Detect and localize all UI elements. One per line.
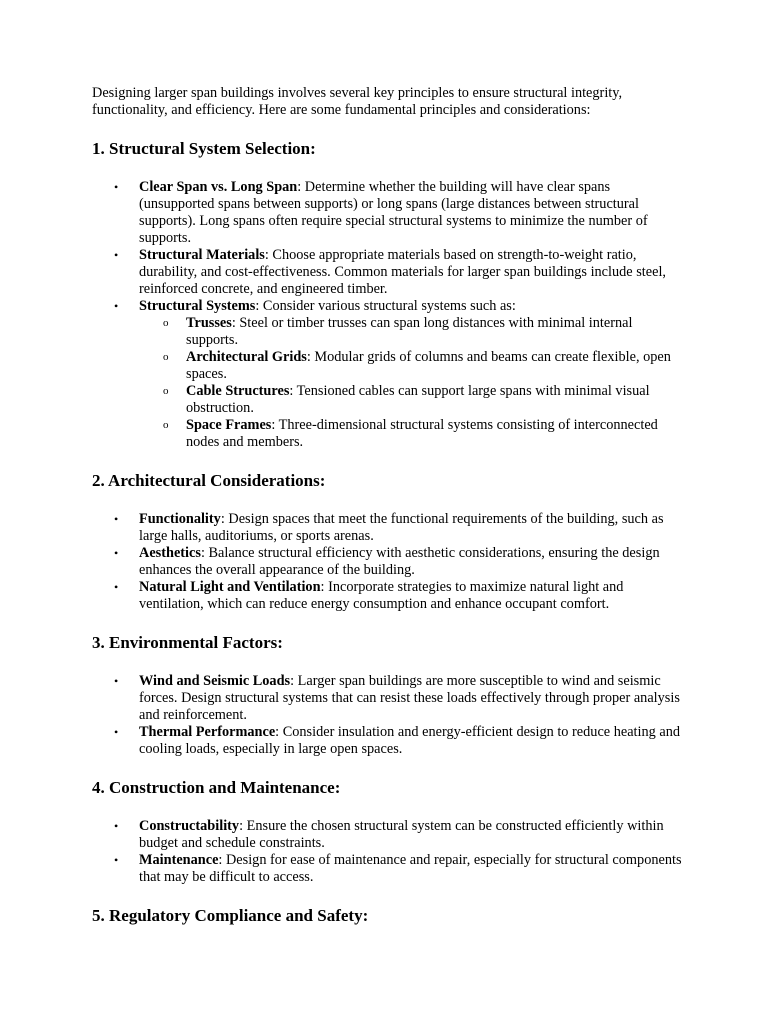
item-text: : Design for ease of maintenance and repair, especially for structural components that may be difficult to access. [139,852,682,885]
item-term: Cable Structures [186,383,290,399]
item-term: Maintenance [139,852,219,868]
item-text: : Larger span buildings are more susceptible to wind and seismic forces. Design structural systems that can resist these loads effectively through proper analysis and reinforcement. [139,673,680,723]
sub-bullet-icon: o [163,419,169,431]
sub-list-item [139,315,682,349]
bullet-icon: • [114,546,119,560]
list-item [92,545,682,579]
list-item [92,247,682,298]
bullet-icon: • [114,580,119,594]
item-text: : Incorporate strategies to maximize natural light and ventilation, which can reduce energy consumption and enhance occupant comfort. [139,579,624,612]
item-text: : Consider various structural systems such as: [255,298,516,314]
sub-bullet-icon: o [163,385,169,397]
item-text: : Three-dimensional structural systems consisting of interconnected nodes and members. [186,417,658,450]
sub-bullet-icon: o [163,351,169,363]
item-text: : Tensioned cables can support large spans with minimal visual obstruction. [186,383,650,416]
list-item [92,818,682,852]
item-text: : Modular grids of columns and beams can create flexible, open spaces. [186,349,671,382]
list-item [92,179,682,247]
item-text: : Balance structural efficiency with aesthetic considerations, ensuring the design enhances the overall appearance of the building. [139,545,660,578]
section-heading-architectural: 2. Architectural Considerations: [92,471,326,490]
sub-list-item [139,349,682,383]
bullet-icon: • [114,819,119,833]
list-item [92,511,682,545]
item-term: Thermal Performance [139,724,276,740]
section-heading-regulatory: 5. Regulatory Compliance and Safety: [92,906,369,925]
item-text: : Choose appropriate materials based on strength-to-weight ratio, durability, and cost-effectiveness. Common materials for larger span buildings include steel, reinforced concrete, and engineered timber. [139,247,666,297]
item-term: Aesthetics [139,545,201,561]
item-text: : Design spaces that meet the functional requirements of the building, such as large halls, auditoriums, or sports arenas. [139,511,664,544]
list-item [92,579,682,613]
section-3-list [92,673,682,758]
bullet-icon: • [114,512,119,526]
bullet-icon: • [114,853,119,867]
item-term: Natural Light and Ventilation [139,579,321,595]
section-1-list [92,179,682,451]
bullet-icon: • [114,674,119,688]
item-term: Wind and Seismic Loads [139,673,291,689]
item-term: Structural Materials [139,247,265,263]
structural-systems-sublist [139,315,682,451]
item-text: : Steel or timber trusses can span long distances with minimal internal supports. [186,315,633,348]
item-term: Space Frames [186,417,272,433]
intro-paragraph: Designing larger span buildings involves several key principles to ensure structural integrity, functionality, and efficiency. Here are some fundamental principles and considerations: [92,85,623,118]
sub-bullet-icon: o [163,317,169,329]
section-heading-construction: 4. Construction and Maintenance: [92,778,341,797]
section-heading-environmental: 3. Environmental Factors: [92,633,283,652]
list-item [92,298,682,451]
bullet-icon: • [114,299,119,313]
section-2-list [92,511,682,613]
list-item [92,673,682,724]
bullet-icon: • [114,180,119,194]
item-term: Architectural Grids [186,349,307,365]
section-4-list [92,818,682,886]
item-term: Structural Systems [139,298,256,314]
sub-list-item [139,417,682,451]
document-page [92,85,682,946]
bullet-icon: • [114,248,119,262]
bullet-icon: • [114,725,119,739]
item-text: : Consider insulation and energy-efficient design to reduce heating and cooling loads, especially in large open spaces. [139,724,681,757]
item-text: : Ensure the chosen structural system can be constructed efficiently within budget and schedule constraints. [139,818,664,851]
sub-list-item [139,383,682,417]
item-term: Trusses [186,315,232,331]
list-item [92,724,682,758]
item-term: Functionality [139,511,221,527]
list-item [92,852,682,886]
item-term: Clear Span vs. Long Span [139,179,298,195]
item-term: Constructability [139,818,240,834]
section-heading-structural-system: 1. Structural System Selection: [92,139,316,158]
item-text: : Determine whether the building will have clear spans (unsupported spans between supports) or long spans (large distances between structural supports). Long spans often require special structural systems to minimize the number of supports. [139,179,648,246]
